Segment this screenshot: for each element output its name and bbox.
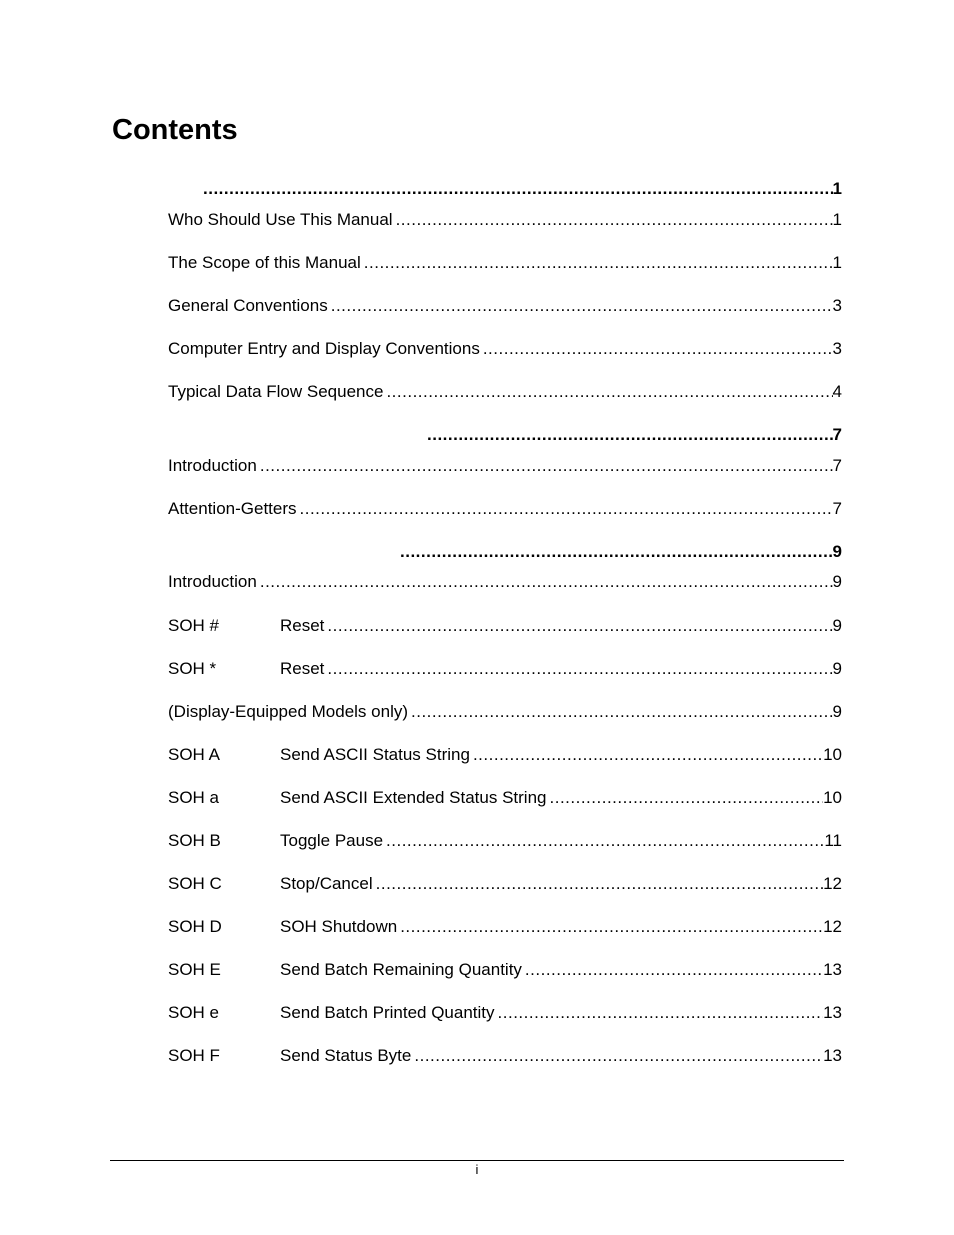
- toc-entry[interactable]: [168, 381, 842, 403]
- toc-entry-page-number: 12: [823, 874, 842, 893]
- toc-chapter-entry[interactable]: [200, 178, 842, 200]
- toc-dot-leader: [257, 455, 833, 477]
- toc-entry-label: Toggle Pause: [280, 831, 384, 850]
- toc-entry[interactable]: [168, 959, 842, 981]
- toc-entry-page-number: 7: [832, 456, 842, 475]
- toc-dot-leader: [383, 381, 832, 403]
- toc-entry-page-number: 13: [823, 1046, 842, 1065]
- toc-dot-leader: [200, 178, 833, 200]
- toc-entry-page-number: 10: [823, 788, 842, 807]
- toc-entry[interactable]: [168, 1045, 842, 1067]
- toc-entry[interactable]: [168, 498, 842, 520]
- toc-dot-leader: [522, 959, 823, 981]
- toc-dot-leader: [547, 787, 824, 809]
- toc-dot-leader: [297, 498, 833, 520]
- toc-entry-label: SOH Shutdown: [280, 917, 398, 936]
- toc-entry[interactable]: [168, 744, 842, 766]
- toc-entry-page-number: 13: [823, 960, 842, 979]
- toc-entry-label: The Scope of this Manual: [168, 253, 361, 272]
- footer-divider: [110, 1160, 844, 1161]
- toc-entry[interactable]: [168, 571, 842, 593]
- toc-entry-page-number: 12: [823, 917, 842, 936]
- toc-entry[interactable]: [168, 455, 842, 477]
- toc-entry-code: SOH C: [168, 874, 222, 893]
- toc-entry-page-number: 1: [832, 179, 842, 198]
- toc-entry-code: SOH F: [168, 1046, 220, 1065]
- toc-entry[interactable]: [168, 701, 842, 723]
- toc-entry-code: SOH E: [168, 960, 221, 979]
- toc-entry-label: Send Batch Remaining Quantity: [280, 960, 522, 979]
- toc-entry[interactable]: [168, 658, 842, 680]
- toc-entry-label: Typical Data Flow Sequence: [168, 382, 384, 401]
- toc-entry-page-number: 7: [832, 499, 842, 518]
- toc-entry-label: Who Should Use This Manual: [168, 210, 393, 229]
- toc-entry-label: Introduction: [168, 456, 257, 475]
- toc-entry-page-number: 10: [823, 745, 842, 764]
- toc-entry[interactable]: [168, 338, 842, 360]
- toc-entry-page-number: 9: [832, 616, 842, 635]
- toc-entry-label: Reset: [280, 616, 325, 635]
- toc-entry-code: SOH B: [168, 831, 221, 850]
- toc-entry-page-number: 13: [823, 1003, 842, 1022]
- toc-entry-code: SOH a: [168, 788, 220, 807]
- toc-entry[interactable]: [168, 295, 842, 317]
- toc-dot-leader: [408, 701, 833, 723]
- toc-dot-leader: [324, 658, 832, 680]
- toc-entry[interactable]: [168, 252, 842, 274]
- toc-dot-leader: [361, 252, 833, 274]
- toc-entry-label: Introduction: [168, 572, 257, 591]
- toc-dot-leader: [324, 615, 832, 637]
- toc-entry[interactable]: [168, 615, 842, 637]
- toc-entry[interactable]: [168, 1002, 842, 1024]
- toc-dot-leader: [470, 744, 823, 766]
- toc-entry-page-number: 4: [832, 382, 842, 401]
- toc-entry-page-number: 3: [832, 296, 842, 315]
- toc-entry-page-number: 9: [832, 659, 842, 678]
- toc-dot-leader: [328, 295, 833, 317]
- toc-entry-page-number: 9: [832, 702, 842, 721]
- toc-entry-label: Attention-Getters: [168, 499, 297, 518]
- toc-dot-leader: [393, 209, 833, 231]
- toc-entry-page-number: 11: [824, 831, 842, 850]
- toc-entry-label: Reset: [280, 659, 325, 678]
- toc-entry-code: SOH D: [168, 917, 222, 936]
- toc-dot-leader: [397, 541, 833, 563]
- toc-entry-code: SOH *: [168, 659, 217, 678]
- toc-entry-code: SOH e: [168, 1003, 220, 1022]
- toc-dot-leader: [383, 830, 824, 852]
- toc-dot-leader: [480, 338, 833, 360]
- toc-entry-label: Computer Entry and Display Conventions: [168, 339, 480, 358]
- toc-entry[interactable]: [168, 787, 842, 809]
- toc-entry-code: SOH A: [168, 745, 220, 764]
- toc-dot-leader: [373, 873, 823, 895]
- footer-page-number: i: [475, 1162, 479, 1177]
- toc-entry-page-number: 7: [832, 425, 842, 444]
- toc-entry-label: Send ASCII Status String: [280, 745, 470, 764]
- toc-entry-page-number: 1: [832, 210, 842, 229]
- toc-dot-leader: [257, 571, 833, 593]
- toc-dot-leader: [424, 424, 833, 446]
- toc-dot-leader: [495, 1002, 824, 1024]
- toc-entry[interactable]: [168, 209, 842, 231]
- toc-entry-page-number: 9: [832, 572, 842, 591]
- toc-entry-page-number: 3: [832, 339, 842, 358]
- toc-entry-page-number: 1: [832, 253, 842, 272]
- toc-chapter-entry[interactable]: [424, 424, 842, 446]
- toc-dot-leader: [397, 916, 823, 938]
- toc-entry-label: Stop/Cancel: [280, 874, 373, 893]
- toc-entry-label: Send ASCII Extended Status String: [280, 788, 547, 807]
- toc-entry[interactable]: [168, 830, 842, 852]
- toc-entry-page-number: 9: [832, 542, 842, 561]
- toc-entry-label: Send Status Byte: [280, 1046, 412, 1065]
- toc-entry-label: (Display-Equipped Models only): [168, 702, 409, 721]
- toc-chapter-entry[interactable]: [397, 541, 842, 563]
- toc-entry-label: General Conventions: [168, 296, 328, 315]
- page-title: Contents: [112, 114, 238, 146]
- toc-dot-leader: [411, 1045, 823, 1067]
- toc-entry[interactable]: [168, 873, 842, 895]
- toc-entry-label: Send Batch Printed Quantity: [280, 1003, 495, 1022]
- toc-entry[interactable]: [168, 916, 842, 938]
- toc-entry-code: SOH #: [168, 616, 220, 635]
